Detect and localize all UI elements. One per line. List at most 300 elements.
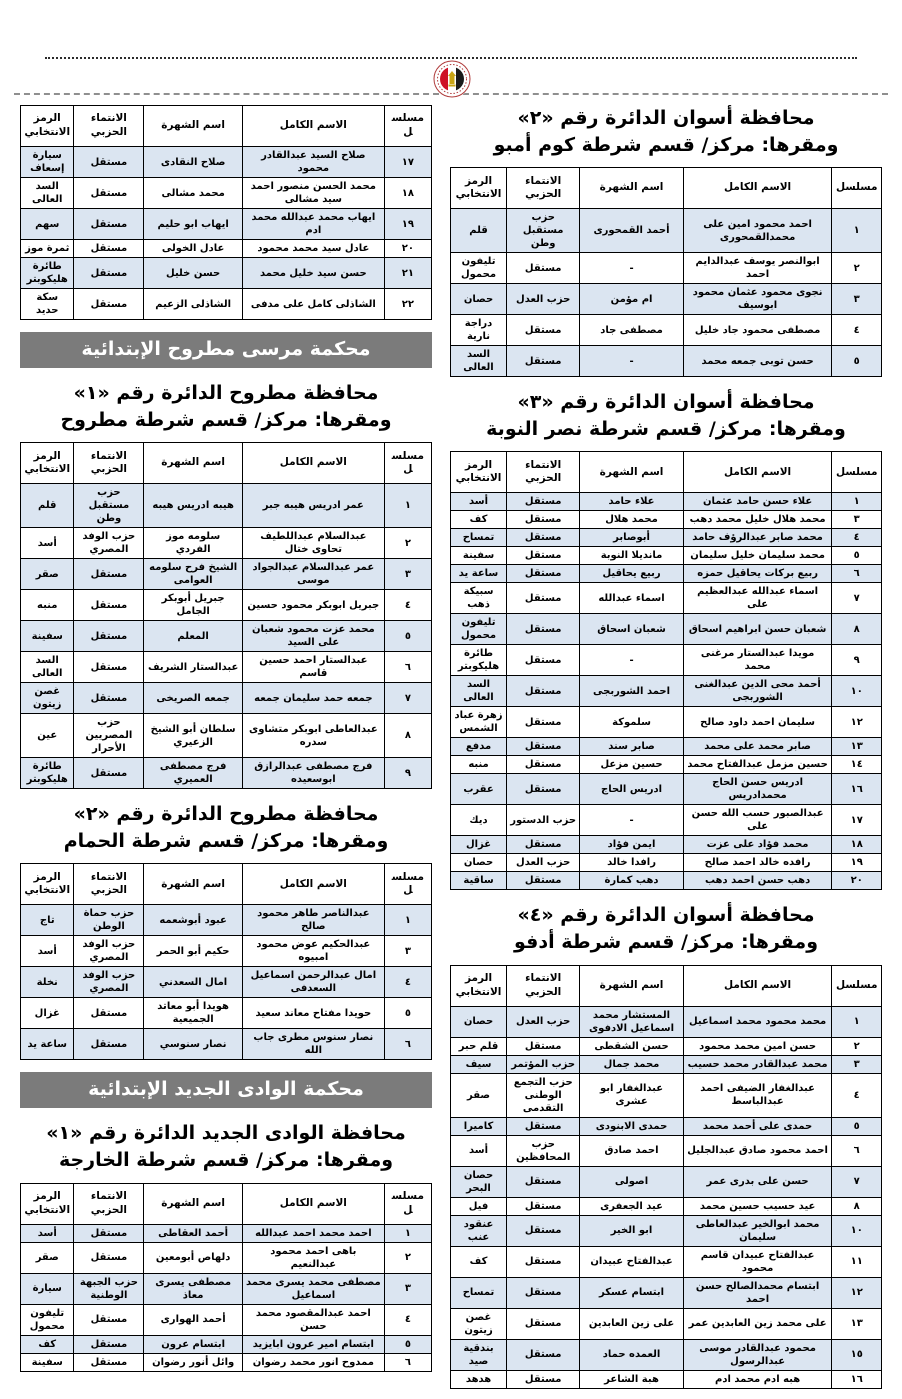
party-cell: حزب التجمع الوطنى التقدمى [507,1073,580,1117]
table-row [21,1304,432,1335]
full-name-cell: اسماء عبدالله عبدالعظيم على [683,583,832,614]
serial-cell: ٥ [832,547,882,565]
full-name-cell: محمد صابر عبدالرؤف حامد [683,529,832,547]
party-cell: مستقل [507,1197,580,1215]
serial-cell: ٩ [384,758,431,789]
party-cell: حزب حماة الوطن [74,905,144,936]
table-header-row [21,864,432,905]
table-header-cell: الرمز الانتخابي [21,106,74,147]
serial-cell: ٨ [384,714,431,758]
table-row [21,590,432,621]
candidates-table [450,167,882,377]
table-row [451,774,882,805]
party-cell: مستقل [507,1166,580,1197]
serial-cell: ٢ [832,253,882,284]
known-name-cell: أحمد الهوارى [144,1304,243,1335]
symbol-cell: هدهد [451,1370,507,1388]
district-title: محافظة مطروح الدائرة رقم «٢» [73,803,379,826]
party-cell: مستقل [74,209,144,240]
party-cell: مستقل [74,652,144,683]
party-cell: مستقل [507,707,580,738]
party-cell: حزب العدل [507,854,580,872]
symbol-cell: غصن زيتون [451,1308,507,1339]
full-name-cell: علاء حسن حامد عثمان [683,493,832,511]
party-cell: مستقل [74,1224,144,1242]
full-name-cell: احمد عبدالمقصود محمد حسن [242,1304,384,1335]
symbol-cell: منبه [451,756,507,774]
symbol-cell: طائرة هليكوبتر [21,258,74,289]
symbol-cell: تاج [21,905,74,936]
symbol-cell: ساعة يد [451,565,507,583]
full-name-cell: محمود عبدالقادر موسى عبدالرسول [683,1339,832,1370]
table-row [21,559,432,590]
known-name-cell: ربيع يحاقيل [580,565,683,583]
table-row [21,1029,432,1060]
full-name-cell: محمد عزت محمود شعبان على السيد [242,621,384,652]
symbol-cell: أسد [21,528,74,559]
table-header-cell: مسلسل [832,168,882,209]
symbol-cell: حصان [451,854,507,872]
candidates-table [450,451,882,890]
known-name-cell: أحمد العقاطى [144,1224,243,1242]
full-name-cell: محمد محمود محمد اسماعيل [683,1006,832,1037]
symbol-cell: دراجة نارية [451,315,507,346]
party-cell: مستقل [507,547,580,565]
table-row [21,1273,432,1304]
table-row [451,1308,882,1339]
serial-cell: ١ [832,493,882,511]
table-header-cell: الرمز الانتخابي [21,864,74,905]
table-row [451,209,882,253]
serial-cell: ٧ [832,583,882,614]
serial-cell: ٢ [384,528,431,559]
symbol-cell: كف [451,1246,507,1277]
serial-cell: ٥ [384,1335,431,1353]
symbol-cell: صقر [451,1073,507,1117]
serial-cell: ١ [384,484,431,528]
table-row [451,645,882,676]
table-row [21,936,432,967]
full-name-cell: عادل سيد محمد محمود [242,240,384,258]
full-name-cell: عبدالسلام عبداللطيف تحاوى ختال [242,528,384,559]
party-cell: مستقل [507,493,580,511]
serial-cell: ١٦ [832,1370,882,1388]
symbol-cell: السد العالى [21,652,74,683]
party-cell: مستقل [507,1370,580,1388]
symbol-cell: عقرب [451,774,507,805]
known-name-cell: محمد هلال [580,511,683,529]
table-header-cell: الانتماء الحزبي [507,965,580,1006]
table-header-cell: الانتماء الحزبي [74,106,144,147]
symbol-cell: ساقية [451,872,507,890]
party-cell: مستقل [74,178,144,209]
table-header-cell: مسلسل [384,106,431,147]
full-name-cell: دهب حسن احمد دهب [683,872,832,890]
party-cell: مستقل [507,1037,580,1055]
serial-cell: ٧ [384,683,431,714]
table-header-cell: الاسم الكامل [242,443,384,484]
known-name-cell: نصار سنوسي [144,1029,243,1060]
party-cell: مستقل [507,1277,580,1308]
party-cell: مستقل [74,1242,144,1273]
table-row [21,621,432,652]
table-row [21,1242,432,1273]
symbol-cell: قلم [21,484,74,528]
table-header-cell: اسم الشهرة [144,443,243,484]
table-header-row [21,106,432,147]
serial-cell: ٥ [384,998,431,1029]
table-header-cell: اسم الشهرة [144,1183,243,1224]
serial-cell: ٢ [384,1242,431,1273]
table-header-cell: الرمز الانتخابي [451,168,507,209]
table-row [451,315,882,346]
table-header-cell: اسم الشهرة [144,106,243,147]
full-name-cell: عيد حسيب حسين محمد [683,1197,832,1215]
serial-cell: ٤ [384,590,431,621]
column-right [450,103,882,1399]
candidates-table [20,442,432,789]
table-header-cell: الاسم الكامل [242,864,384,905]
known-name-cell: مانديلا النوبة [580,547,683,565]
full-name-cell: ممدوح انور محمد رضوان [242,1353,384,1371]
table-row [21,240,432,258]
table-row [451,547,882,565]
serial-cell: ٨ [832,614,882,645]
egypt-eagle-seal-icon [433,60,471,98]
known-name-cell: المعلم [144,621,243,652]
full-name-cell: حسن سيد خليل محمد [242,258,384,289]
table-row [451,738,882,756]
symbol-cell: سفينة [21,621,74,652]
known-name-cell: ام مؤمن [580,284,683,315]
table-row [21,714,432,758]
table-header-cell: مسلسل [384,864,431,905]
known-name-cell: العمده حماد [580,1339,683,1370]
district-subtitle: ومقرها: مركز/ قسم شرطة كوم أمبو [493,133,839,156]
district-title: محافظة أسوان الدائرة رقم «٤» [517,904,815,927]
serial-cell: ٨ [832,1197,882,1215]
table-header-cell: اسم الشهرة [580,452,683,493]
full-name-cell: على محمد زين العابدين عمر [683,1308,832,1339]
full-name-cell: عبدالحكيم عوض محمود امبيوه [242,936,384,967]
serial-cell: ١٥ [832,1339,882,1370]
party-cell: مستقل [507,1117,580,1135]
table-header-row [451,168,882,209]
party-cell: مستقل [507,1215,580,1246]
page-columns [20,103,882,1399]
serial-cell: ٩ [832,645,882,676]
serial-cell: ٣ [832,284,882,315]
serial-cell: ٦ [384,652,431,683]
full-name-cell: ابوالنصر يوسف عبدالدايم احمد [683,253,832,284]
party-cell: مستقل [74,240,144,258]
party-cell: مستقل [74,683,144,714]
known-name-cell: سلطان أبو الشيخ الزعيري [144,714,243,758]
symbol-cell: تليفون محمول [451,253,507,284]
table-row [21,484,432,528]
symbol-cell: نخلة [21,967,74,998]
table-header-cell: الانتماء الحزبي [507,168,580,209]
known-name-cell: محمد مشالى [144,178,243,209]
table-row [451,1037,882,1055]
candidates-table [20,1183,432,1372]
known-name-cell: جبريل أبوبكر الجامل [144,590,243,621]
symbol-cell: غزال [451,836,507,854]
table-header-cell: مسلسل [384,443,431,484]
serial-cell: ٣ [384,936,431,967]
table-header-cell: الرمز الانتخابي [451,452,507,493]
table-row [21,528,432,559]
symbol-cell: تليفون محمول [451,614,507,645]
table-row [21,1335,432,1353]
known-name-cell: رافدا خالد [580,854,683,872]
table-header-cell: اسم الشهرة [580,168,683,209]
table-header-cell: الاسم الكامل [683,168,832,209]
symbol-cell: طائرة هليكوبتر [21,758,74,789]
known-name-cell: على زين العابدين [580,1308,683,1339]
table-header-row [21,443,432,484]
table-header-cell: الاسم الكامل [683,452,832,493]
district-subtitle: ومقرها: مركز/ قسم شرطة مطروح [60,408,392,431]
known-name-cell: محمد جمال [580,1055,683,1073]
known-name-cell: دهب كمارة [580,872,683,890]
serial-cell: ٦ [832,565,882,583]
known-name-cell: هيبه ادريس هيبه [144,484,243,528]
symbol-cell: تمساح [451,1277,507,1308]
table-header-cell: الرمز الانتخابي [21,443,74,484]
full-name-cell: محمد الحسن منصور احمد سيد مشالى [242,178,384,209]
table-row [21,905,432,936]
party-cell: حزب الوفد المصري [74,967,144,998]
serial-cell: ٢٢ [384,289,431,320]
full-name-cell: ابتسام محمدالصالح حسن احمد [683,1277,832,1308]
known-name-cell: جمعه الصريخى [144,683,243,714]
serial-cell: ٣ [384,559,431,590]
party-cell: حزب مستقبل وطن [74,484,144,528]
party-cell: مستقل [507,614,580,645]
serial-cell: ٤ [384,967,431,998]
full-name-cell: ربيع بركات يحاقيل حمزه [683,565,832,583]
symbol-cell: حصان [451,1006,507,1037]
party-cell: حزب الوفد المصري [74,528,144,559]
table-row [21,289,432,320]
serial-cell: ١٢ [832,707,882,738]
serial-cell: ١٦ [832,774,882,805]
full-name-cell: ايهاب محمد عبدالله محمد ادم [242,209,384,240]
serial-cell: ٢٠ [384,240,431,258]
candidates-table [450,965,882,1389]
full-name-cell: سليمان احمد داود صالح [683,707,832,738]
party-cell: مستقل [74,258,144,289]
table-row [451,1135,882,1166]
symbol-cell: تمساح [451,529,507,547]
symbol-cell: تليفون محمول [21,1304,74,1335]
table-header-cell: الانتماء الحزبي [507,452,580,493]
full-name-cell: ادريس حسن الحاج محمدادريس [683,774,832,805]
known-name-cell: ابتسام عسكر [580,1277,683,1308]
serial-cell: ٤ [832,529,882,547]
known-name-cell: عبدالغفار ابو عشرى [580,1073,683,1117]
serial-cell: ١٠ [832,1215,882,1246]
full-name-cell: احمد محمود صادق عبدالجليل [683,1135,832,1166]
known-name-cell: امال السعدني [144,967,243,998]
known-name-cell: ابتسام عرون [144,1335,243,1353]
full-name-cell: مصطفى محمود جاد خليل [683,315,832,346]
table-row [451,872,882,890]
serial-cell: ١٤ [832,756,882,774]
table-row [451,346,882,377]
full-name-cell: صلاح السيد عبدالقادر محمود [242,147,384,178]
party-cell: مستقل [507,511,580,529]
table-row [21,998,432,1029]
full-name-cell: الشاذلى كامل على مدفى [242,289,384,320]
party-cell: مستقل [74,590,144,621]
serial-cell: ٤ [832,315,882,346]
serial-cell: ٣ [832,1055,882,1073]
table-row [451,805,882,836]
full-name-cell: حسن توبى جمعه محمد [683,346,832,377]
known-name-cell: مصطفى يسرى معاذ [144,1273,243,1304]
serial-cell: ١٠ [832,676,882,707]
full-name-cell: محمد فؤاد على عزت [683,836,832,854]
symbol-cell: قلم حبر [451,1037,507,1055]
known-name-cell: عبدالفتاح عبيدان [580,1246,683,1277]
full-name-cell: ابتسام امير عرون ابايزيد [242,1335,384,1353]
party-cell: مستقل [507,836,580,854]
party-cell: حزب مستقبل وطن [507,209,580,253]
serial-cell: ١ [832,1006,882,1037]
table-row [21,147,432,178]
table-row [21,967,432,998]
known-name-cell: صابر سند [580,738,683,756]
party-cell: مستقل [507,676,580,707]
known-name-cell: عبدالستار الشريف [144,652,243,683]
table-row [451,583,882,614]
known-name-cell: مصطفى جاد [580,315,683,346]
table-row [451,493,882,511]
table-row [451,565,882,583]
table-row [451,1197,882,1215]
full-name-cell: فرج مصطفى عبدالرازق ابوسعيده [242,758,384,789]
party-cell: مستقل [507,583,580,614]
full-name-cell: نصار سنوس مطرى جاب الله [242,1029,384,1060]
serial-cell: ٥ [384,621,431,652]
symbol-cell: كف [451,511,507,529]
symbol-cell: سكة حديد [21,289,74,320]
full-name-cell: صابر محمد على محمد [683,738,832,756]
table-header-cell: الاسم الكامل [242,1183,384,1224]
known-name-cell: - [580,253,683,284]
table-row [451,707,882,738]
known-name-cell: دلهاص أبومعين [144,1242,243,1273]
known-name-cell: ايمن فؤاد [580,836,683,854]
party-cell: مستقل [507,315,580,346]
party-cell: مستقل [507,872,580,890]
serial-cell: ٦ [384,1353,431,1371]
serial-cell: ١ [384,905,431,936]
serial-cell: ٥ [832,1117,882,1135]
candidates-table [20,863,432,1060]
table-header-cell: الانتماء الحزبي [74,864,144,905]
symbol-cell: عين [21,714,74,758]
symbol-cell: أسد [21,936,74,967]
known-name-cell: عيد الجعفرى [580,1197,683,1215]
table-row [21,683,432,714]
known-name-cell: الشيخ فرح سلومه العوامى [144,559,243,590]
candidates-table [20,105,432,320]
symbol-cell: ساعة يد [21,1029,74,1060]
full-name-cell: عمر عبدالسلام عبدالجواد موسى [242,559,384,590]
known-name-cell: حمدى الابنودى [580,1117,683,1135]
known-name-cell: اصولى [580,1166,683,1197]
symbol-cell: سهم [21,209,74,240]
serial-cell: ٢ [832,1037,882,1055]
full-name-cell: محمد عبدالقادر محمد حسيب [683,1055,832,1073]
party-cell: مستقل [507,774,580,805]
symbol-cell: سيارة [21,1273,74,1304]
symbol-cell: عنقود عنب [451,1215,507,1246]
serial-cell: ١٩ [384,209,431,240]
known-name-cell: فرج مصطفى العميري [144,758,243,789]
district-subtitle: ومقرها: مركز/ قسم شرطة الخارجة [58,1148,394,1171]
party-cell: حزب المحافظين [507,1135,580,1166]
symbol-cell: صقر [21,1242,74,1273]
symbol-cell: ديك [451,805,507,836]
known-name-cell: ادريس الحاج [580,774,683,805]
table-header-cell: الانتماء الحزبي [74,1183,144,1224]
table-row [21,209,432,240]
known-name-cell: وائل أنور رضوان [144,1353,243,1371]
full-name-cell: محمد هلال خليل محمد دهب [683,511,832,529]
full-name-cell: جبريل ابوبكر محمود حسين [242,590,384,621]
party-cell: مستقل [74,1353,144,1371]
top-dotted-rule [45,57,857,59]
table-row [451,529,882,547]
known-name-cell: أحمد القمحورى [580,209,683,253]
full-name-cell: رافده خالد احمد صالح [683,854,832,872]
known-name-cell: علاء حامد [580,493,683,511]
symbol-cell: السد العالى [451,676,507,707]
serial-cell: ٥ [832,346,882,377]
full-name-cell: حسين مزمل عبدالفتاح محمد [683,756,832,774]
full-name-cell: عبدالغفار الضيفى احمد عبدالباسط [683,1073,832,1117]
serial-cell: ١٣ [832,738,882,756]
known-name-cell: - [580,645,683,676]
district-title: محافظة أسوان الدائرة رقم «٢» [517,107,815,129]
full-name-cell: حويدا مفتاح معاند سعيد [242,998,384,1029]
full-name-cell: عبدالصبور حسب الله حسن على [683,805,832,836]
full-name-cell: عبدالفتاح عبيدان قاسم محمود [683,1246,832,1277]
party-cell: مستقل [507,1246,580,1277]
serial-cell: ١ [384,1224,431,1242]
serial-cell: ١٨ [384,178,431,209]
party-cell: مستقل [74,998,144,1029]
table-header-cell: الانتماء الحزبي [74,443,144,484]
full-name-cell: عبدالعاطى ابوبكر متشاوى سدره [242,714,384,758]
known-name-cell: صلاح النقادى [144,147,243,178]
full-name-cell: محمد ابوالخير عبدالعاطى سليمان [683,1215,832,1246]
table-row [451,854,882,872]
party-cell: حزب الوفد المصري [74,936,144,967]
serial-cell: ٤ [384,1304,431,1335]
full-name-cell: حسن على بدرى عمر [683,1166,832,1197]
full-name-cell: أحمد محى الدين عبدالغنى الشوربجى [683,676,832,707]
serial-cell: ١٢ [832,1277,882,1308]
column-left [20,103,432,1382]
full-name-cell: شعبان حسن ابراهيم اسحاق [683,614,832,645]
known-name-cell: ايهاب ابو حليم [144,209,243,240]
full-name-cell: محمد سليمان خليل سليمان [683,547,832,565]
